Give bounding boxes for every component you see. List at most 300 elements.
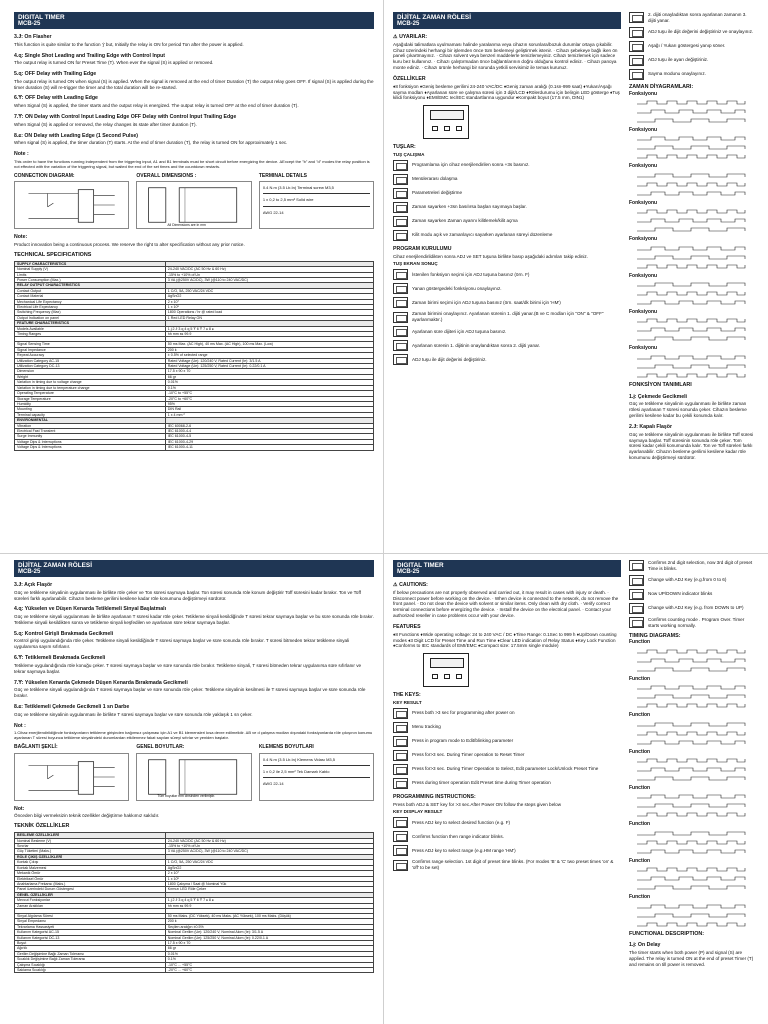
- dimension-note: Tüm boyutlar mm cinsinden verilmiştir.: [157, 794, 216, 799]
- function-heading: 7.Ɏ: Yükselen Kenarda Çekmede Düşen Kenarda Bırakmada Gecikmeli: [14, 679, 188, 686]
- spec-label: Terminal capacity: [15, 412, 166, 417]
- panel-model: MCB-25: [18, 569, 41, 575]
- spec-label: Dimension: [15, 369, 166, 374]
- key-button-icon: [393, 340, 408, 351]
- key-row: [393, 216, 621, 227]
- key-button-icon: [393, 188, 408, 199]
- key-button-icon: [629, 12, 644, 23]
- program-step: [629, 603, 755, 614]
- key-button-icon: [393, 297, 408, 308]
- program-step-text: Press ADJ key to select desired function (e.g. F): [412, 819, 511, 825]
- timing-waveform: [629, 279, 749, 305]
- program-step: [629, 69, 755, 80]
- function-text: Tetikleme uygulandığında röle konuğu çeker. T süresi saymaya başlar ve süre sonunda röle bırakır. Tetikleme sinyali, T süresi bitmeden tekrar uygulanırsa süre sıfırlanır ve tekrar saymaya başlar.: [14, 662, 362, 674]
- spec-label: Güç Tüketimi (Maks.): [15, 849, 166, 854]
- spec-value: 66 gr: [165, 374, 373, 379]
- function-heading: 3.Ɉ: Açık Flaşör: [14, 582, 53, 588]
- terminal-row: 0.4 N.m (3.5 Lb.In) Klemens Vidası M3,5: [262, 756, 335, 762]
- description-item-heading: 1.ɉ: On Delay: [629, 942, 661, 949]
- spec-value: 0.1%: [165, 957, 373, 962]
- device-button: [456, 674, 462, 679]
- spec-value: 3 VA (@250V AC/DC), 3W (@110 to 240 VAC/DC): [165, 277, 373, 282]
- function-text: When signal (S) is applied, the timer duration (T) starts. At the end of timer duration (T), the relay is turned ON for approximately 1 sec.: [14, 140, 288, 146]
- key-button-icon: [393, 845, 408, 856]
- spec-value: Nominal Gerilim (Ue): 125/250 V, Nominal Akım (Ie): 0.22/0.1 A: [165, 935, 373, 940]
- timing-waveform: [629, 901, 749, 927]
- timing-diagram: [629, 345, 755, 377]
- wiring-svg: [15, 754, 128, 800]
- key-button-icon: [393, 354, 408, 365]
- function-heading: 6.Ɏ: OFF Delay with Leading Edge: [14, 95, 98, 102]
- features-heading: FEATURES: [393, 624, 421, 631]
- key-button-icon: [393, 817, 408, 828]
- function-text: The output relay is turned ON when signal (S) is applied. When the signal is removed at the end of timer Duration (T) the output relay goes OFF. If signal (S) is applied during the timer duration (S) will re-trigger the timer and the total duration will be re-started.: [14, 78, 374, 90]
- key-button-icon: [629, 27, 644, 38]
- connection-heading: CONNECTION DIAGRAM:: [14, 172, 75, 179]
- spec-label: Humidity: [15, 401, 166, 406]
- spec-label: Boyut: [15, 940, 166, 945]
- program-step-text: Yanan göstergedeki fonksiyonu onaylayınız.: [412, 285, 502, 291]
- spec-value: -15% to +10% of Un: [165, 272, 373, 277]
- program-step: [393, 297, 621, 308]
- terminal-details: [259, 744, 374, 800]
- spec-label: BESLEME ÖZELLİKLERİ: [15, 833, 166, 838]
- description-heading: FUNCTIONAL DESCRIPTION:: [629, 930, 705, 937]
- timing-diagram-label: Function: [629, 712, 651, 719]
- panel-title-bar: [393, 12, 621, 29]
- timing-waveform: [629, 719, 749, 745]
- key-button-icon: [393, 174, 408, 185]
- key-row-text: Zaman sayarken Zaman ayarını kilitlemek/kilit açma: [412, 218, 518, 224]
- caution-heading: ⚠ CAUTIONS:: [393, 582, 428, 588]
- spec-value: 1 C/O, 5A, 250 VAC/24 VDC: [165, 860, 373, 865]
- spec-value: 1 ɉ 2 Ɉ 3 ɋ 4 ɋ 5 Ɏ 6 Ɏ 7 ɕ 8 ɕ: [165, 326, 373, 331]
- key-row-text: Programlama için cihaz enerjilendirilen sonra +3s basınız.: [412, 162, 530, 168]
- key-button-icon: [393, 736, 408, 747]
- timing-waveform: [629, 352, 749, 378]
- spec-value: Rated Voltage (Ue): 120/240 V, Rated Current (Ie): 3/1.5 A: [165, 358, 373, 363]
- function-text: Güç ve tetikleme sinyalinin uygulanması ile birlikte röle çeker ve Ton süresi saymaya başlar. Ton süresi sonunda röle konum değiştirir Toff süresini kadar bırakır. Ton ve Toff süreleri farklı ayarlanabilir. Cihazın besleme gerilimi kesilene kadar röle konumunu değiştirmeyi sürdürür.: [14, 589, 361, 601]
- program-step: [393, 311, 621, 323]
- program-step-text: Ayarlanan süre dijiteri için ADJ tuşuna basınız.: [412, 328, 507, 334]
- spec-label: Sinyal Empedansı: [15, 919, 166, 924]
- program-step-text: Confirms function then range indicator blinks.: [412, 833, 504, 839]
- key-button-icon: [629, 55, 644, 66]
- spec-label: Kullanım Kategorisi AC-15: [15, 930, 166, 935]
- program-step: [629, 12, 755, 24]
- spec-label: Gerilim Değişimine Bağlı Zaman Toleransı: [15, 951, 166, 956]
- spec-value: 1 x 10⁵: [165, 876, 373, 881]
- key-row-text: Press for>3 sec. During Timer operation to Reset Timer: [412, 752, 525, 758]
- spec-label: Utilization Category AC-15: [15, 358, 166, 363]
- spec-label: Nominal Supply (V): [15, 267, 166, 272]
- warning-heading: ⚠ UYARILAR:: [393, 34, 428, 40]
- dimension-svg: [137, 754, 250, 800]
- spec-label: Variation in timing due to voltage change: [15, 380, 166, 385]
- timing-waveform: [629, 791, 749, 817]
- key-row-text: Press both >3 sec for programming after power on: [412, 710, 515, 716]
- spec-label: SUPPLY CHARACTERISTICS: [15, 261, 166, 266]
- program-text: Press both ADJ & SET key for >3 sec.After Power ON follow the steps given below: [393, 801, 562, 807]
- timing-diagram: [629, 236, 755, 268]
- timing-diagram: [629, 894, 755, 926]
- program-step-text: Press ADJ key to select range (e.g.HM range 'HM'): [412, 847, 516, 853]
- spec-value: hh mm ss 99.9: [165, 903, 373, 908]
- function-text: Güç ve tetikleme sinyali uygulanması ile birlikte ayarlanan T süresi kadar röle çeker. Tetikleme sinyali kesildiğinde T süresi tekrar saymaya başlar ve bu süre sonunda röle bırakır. Tetikleme sinyali kesildikten sonra ve tetikleme sinyali keşfedilen ve ayarlanan süre tekrar saymaya başlar.: [14, 614, 374, 625]
- spec-label: Switching Frequency (Max): [15, 310, 166, 315]
- key-row: [393, 202, 621, 213]
- program-step-text: Confirms counting mode . Program Over. Timer starts working normally.: [648, 616, 745, 628]
- timing-heading: TIMING DIAGRAMS:: [629, 632, 681, 639]
- program-step: [629, 617, 755, 629]
- spec-value: IEC 61000-4-5: [165, 434, 373, 439]
- spec-label: Contact Output: [15, 288, 166, 293]
- spec-value: 2 x 10⁷: [165, 299, 373, 304]
- spec-value: 17.5 x 90 x 70: [165, 940, 373, 945]
- spec-label: Saklama Sıcaklığı: [15, 968, 166, 973]
- spec-value: 95%: [165, 401, 373, 406]
- spec-label: Surge Immunity: [15, 434, 166, 439]
- spec-label: Elektriksel Ömür: [15, 876, 166, 881]
- timing-diagram-label: Fonksiyonu: [629, 345, 658, 352]
- connection-diagram: [14, 173, 129, 229]
- dimension-diagram: [136, 173, 251, 229]
- program-step-text: Zaman birimi seçimi için ADJ tuşuna basınız (örn. saat/dk birimi için 'HM'): [412, 299, 561, 305]
- dimension-diagram: [136, 744, 251, 800]
- key-row: [393, 764, 621, 775]
- panel-bottom-left-turkish: [14, 560, 374, 1022]
- program-step: [629, 560, 755, 572]
- key-button-icon: [629, 617, 644, 628]
- divider: [263, 777, 370, 778]
- key-button-icon: [393, 269, 408, 280]
- divider: [263, 765, 370, 766]
- spec-label: Vibration: [15, 423, 166, 428]
- spec-value: 1800 Operations / hr @ rated load: [165, 310, 373, 315]
- program-step-text: Zaman birimini onaylayınız. Ayarlanan sürenin 1. dijiti yanar.(B ve C modları için "ON" & "OFF" ayarlanmaktır.): [412, 311, 604, 323]
- timing-diagram: [629, 676, 755, 708]
- description-item-text: The timer starts when both power (P) and signal (S) are applied. The relay is turned ON at the end of preset Timer (T) and remains on till power is removed.: [629, 950, 754, 967]
- spec-label: Timing Ranges: [15, 332, 166, 337]
- spec-value: -20°C ... +60°C: [165, 968, 373, 973]
- spec-table: [14, 832, 374, 973]
- spec-value: 0.01%: [165, 380, 373, 385]
- panel-title: DİJİTAL ZAMAN RÖLESİ: [397, 14, 471, 21]
- keys-column-header: KEY RESULT: [393, 699, 422, 705]
- key-button-icon: [629, 603, 644, 614]
- panel-title-bar: [393, 560, 621, 577]
- key-button-icon: [629, 589, 644, 600]
- spec-label: Zaman Aralıkları: [15, 903, 166, 908]
- panel-model: MCB-25: [18, 21, 41, 27]
- timing-diagram-label: Function: [629, 857, 651, 864]
- device-display: [430, 658, 464, 668]
- function-heading: 4.ɋ: Single Shot Leading and Trailing Edge with Control Input: [14, 52, 166, 59]
- program-step: [393, 859, 621, 871]
- spec-label: RELAY OUTPUT CHARACTERISTICS: [15, 283, 166, 288]
- spec-label: Operating Temperature: [15, 391, 166, 396]
- key-row-text: Zaman sayarken +3sn basılırsa başlan sayımaya başlar.: [412, 204, 527, 210]
- divider: [263, 193, 370, 194]
- device-front-drawing: [423, 105, 469, 139]
- terminal-row: AWG 22-14: [262, 209, 284, 215]
- keys-heading: TUŞLAR:: [393, 144, 416, 151]
- function-text: When Signal (S) is applied, the timer starts and the output relay is energized. The output relay is turned OFF at the end of timer duration (T).: [14, 103, 299, 109]
- program-step-text: ADJ tuşu ile dijit değerini değiştiriniz.: [412, 356, 487, 362]
- spec-value: IEC 60068-2-6: [165, 423, 373, 428]
- terminal-heading: KLEMENS BOYUTLARI: [258, 744, 314, 751]
- connection-heading: BAĞLANTI ŞEKLİ:: [14, 744, 58, 751]
- timing-diagram-label: Function: [629, 894, 651, 901]
- spec-label: Mekanik Ömür: [15, 871, 166, 876]
- spec-label: Signal Impedance: [15, 347, 166, 352]
- spec-value: 3 VA (@250V AC/DC), 3W (@110 to 240 VAC/DC): [165, 849, 373, 854]
- timing-diagram: [629, 273, 755, 305]
- function-heading: 5.ɋ: Kontrol Girişli Bırakmada Gecikmeli: [14, 630, 114, 637]
- key-button-icon: [393, 764, 408, 775]
- panel-top-left-english: [14, 12, 374, 548]
- spec-row: [15, 968, 374, 973]
- spec-label: Kontak Malzemesi: [15, 865, 166, 870]
- dimension-note: All Dimensions are in mm: [167, 222, 206, 227]
- timing-diagram: [629, 639, 755, 671]
- spec-heading: TECHNICAL SPECIFICATIONS: [14, 251, 92, 258]
- program-text: Cihaz enerjilendirildikten sonra ADJ ve SET tuşuna birlikte basıp aşağıdaki adımları takip ediniz.: [393, 253, 588, 259]
- function-heading: 5.ɋ: OFF Delay with Trailing Edge: [14, 71, 97, 78]
- timing-diagram-label: Fonksiyonu: [629, 90, 658, 97]
- key-button-icon: [393, 230, 408, 241]
- terminal-row: AWG 22-14: [262, 781, 284, 787]
- program-step: [393, 269, 621, 280]
- key-button-icon: [629, 41, 644, 52]
- panel-title: DIGITAL TIMER: [18, 14, 65, 21]
- timing-diagram-label: Fonksiyonu: [629, 309, 658, 315]
- keys-list: [393, 160, 621, 241]
- function-text: Kontrol girişi uygulandığında röle çeker. Tetikleme sinyali kesildiğinde T süresi saymaya başlar ve süre sonunda röle bırakır. T süresi bitmeden tekrar tetikleme sinyali uygulanırsa sayım sıfırlanır.: [14, 638, 350, 650]
- spec-value: IEC 61000-4-4: [165, 428, 373, 433]
- program-step: [393, 326, 621, 337]
- panel-model: MCB-25: [397, 21, 420, 27]
- program-step: [393, 845, 621, 856]
- wiring-svg: [15, 182, 128, 228]
- spec-value: 24-240 VAC/DC (AC 50 Hz & 60 Hz): [165, 267, 373, 272]
- diagram-row: [14, 744, 374, 800]
- spec-label: Power Consumption (Max.): [15, 277, 166, 282]
- program-steps: [393, 269, 621, 365]
- features-text: ♦8 fonksiyon ♦Geniş besleme gerilimi 24-240 VAC/DC ♦Geniş zaman aralığı (0.1sn-999 saat) ♦Yukarı/Aşağı sayma modları ♦Ayarlanan süre ve çalışma süresi için 3 dijit/LCD ♦Rölerdurumu için belirgin LED gösterge ♦Tuş kilidi fonksiyonu ♦EMI/EMC Iec/IEC standartlarına uygundur ♦Kompakt boyut (17.5 mm, DIN1): [393, 83, 620, 101]
- key-button-icon: [393, 312, 408, 323]
- key-row: [393, 160, 621, 171]
- spec-label: Electrical Life Expectancy: [15, 305, 166, 310]
- spec-label: Electrical Fast Transient: [15, 428, 166, 433]
- timing-diagram-label: Function: [629, 675, 651, 682]
- key-button-icon: [393, 708, 408, 719]
- program-column-header: TUŞ EKRAN SONUÇ: [393, 261, 438, 267]
- note-text: This order to have the functions running independent from the triggering input, A1 and B1 terminals must be short circuit before energizing the device. ΔExcept the "b" and "d" modes the relay position is not effected with the variation of the triggering signal, but waited the end of the set times and the countdown restarts.: [14, 158, 370, 169]
- spec-value: 200 k: [165, 347, 373, 352]
- spec-value: 0.01%: [165, 951, 373, 956]
- panel-title: DIGITAL TIMER: [397, 562, 444, 569]
- timing-waveform: [629, 133, 749, 159]
- device-button: [444, 126, 450, 131]
- spec-value: hh mm ss 99.9: [165, 332, 373, 337]
- key-row: [393, 778, 621, 789]
- spec-value: 50 ms Max. (AC High), 40 ms Max. (AC High), 100 ms Max. (Low): [165, 342, 373, 347]
- spec-value: Kırmızı LED Röle Çeker: [165, 887, 373, 892]
- spec-label: Voltage Dips & Interruptions: [15, 439, 166, 444]
- timing-diagram: [629, 200, 755, 232]
- program-step: [629, 589, 755, 600]
- device-button: [432, 674, 438, 679]
- spec-value: 1800 Çalışma / Saat @ Nominal Yük: [165, 881, 373, 886]
- function-text: When Signal (S) is applied or removed, the relay changes its state after timer duration (T).: [14, 121, 197, 127]
- timing-diagram-label: Fonksiyonu: [629, 236, 658, 243]
- program-step-text: Sayma modunu onaylayınız.: [648, 71, 706, 77]
- function-text: The output relay is turned ON for Preset Time (T). When ever the signal (S) is applied or removed.: [14, 60, 214, 66]
- function-heading: 3.Ɉ: On Flasher: [14, 34, 52, 40]
- connection-diagram: [14, 744, 129, 800]
- program-steps: [393, 817, 621, 871]
- program-step: [629, 41, 755, 52]
- spec-value: 1 x 10⁵: [165, 305, 373, 310]
- spec-label: FEATURE CHARACTERISTICS: [15, 321, 166, 326]
- key-row-text: Press during timer operation Edit Preset time during Timer operation: [412, 780, 551, 786]
- key-row: [393, 736, 621, 747]
- fold-line-vertical: [383, 0, 384, 1024]
- description-item-text: Güç ve tetikleme sinyalinin uygulanması ile birlikte zaman rölesi ayarlanan T süresi sonunda çeker. Cihazın besleme gerilimi kesilene kadar bu çekili konumda kalır.: [629, 401, 747, 419]
- panel-top-right-turkish: [393, 12, 755, 548]
- timing-diagram: [629, 785, 755, 817]
- spec-value: 17.5 x 90 x 70: [165, 369, 373, 374]
- spec-value: AgSnO2: [165, 294, 373, 299]
- spec-label: Nominal Besleme (V): [15, 838, 166, 843]
- spec-label: Storage Temperature: [15, 396, 166, 401]
- spec-heading: TEKNİK ÖZELLİKLER: [14, 823, 70, 830]
- note-text: Önceden bilgi vermeksizin teknik özellikler değiştirme hakkımız saklıdır.: [14, 813, 160, 819]
- dimension-svg: [137, 182, 250, 228]
- spec-label: Sinyal Algılama Süresi: [15, 913, 166, 918]
- spec-value: 1 x 4 mm ²: [165, 412, 373, 417]
- timing-waveform: [629, 206, 749, 232]
- spec-value: -20°C to +60°C: [165, 396, 373, 401]
- key-button-icon: [393, 722, 408, 733]
- program-step: [393, 340, 621, 351]
- program-steps-continued: [629, 12, 755, 80]
- fold-line-horizontal: [0, 553, 768, 554]
- timing-waveform: [629, 243, 749, 269]
- key-row-text: Kilit modu açık ve zamanlayıcı sayarken ayarlanan süreyi düzenleme: [412, 232, 553, 238]
- spec-label: Panel üzerindeki Durum Göstergesi: [15, 887, 166, 892]
- spec-label: Ağırlık: [15, 946, 166, 951]
- program-step-text: Now UP/DOWN indicator blinks: [648, 591, 713, 597]
- wiring-drawing: [14, 753, 129, 801]
- program-step-text: İstenilen fonksiyon seçimi için ADJ tuşuna basınız (örn. F): [412, 271, 530, 277]
- program-step-text: Change with ADJ Key (e.g.from 0 to 6): [648, 577, 727, 583]
- function-heading: 8.ɕ: ON Delay with Leading Edge (1 Second Pulse): [14, 132, 138, 139]
- key-button-icon: [629, 575, 644, 586]
- spec-value: Nominal Gerilim (Ue): 120/240 V, Nominal Akım (Ie): 3/1.5 A: [165, 930, 373, 935]
- spec-label: RÖLE ÇIKIŞ ÖZELLİKLERİ: [15, 854, 166, 859]
- timing-diagram: [629, 749, 755, 781]
- spec-value: IEC 61000-4-11: [165, 445, 373, 450]
- key-row-text: Press in program mode to Edit/blinking parameter: [412, 738, 514, 744]
- spec-label: Çalışma Sıcaklığı: [15, 962, 166, 967]
- key-button-icon: [393, 202, 408, 213]
- dimension-drawing: [136, 181, 251, 229]
- timing-column: [629, 12, 755, 463]
- spec-value: -10°C ... +55°C: [165, 962, 373, 967]
- timing-diagram-label: Function: [629, 748, 651, 755]
- spec-label: Utilization Category DC-13: [15, 364, 166, 369]
- note-text: Product innovation being a continuous process. We reserve the right to alter specification without any prior notice.: [14, 241, 245, 247]
- dimensions-heading: GENEL BOYUTLAR:: [136, 744, 185, 751]
- timing-diagrams: [629, 639, 755, 926]
- terminal-details: [259, 173, 374, 229]
- spec-label: Sıcaklık Değişimine Bağlı Zaman Toleransı: [15, 957, 166, 962]
- warning-text: Aşağıdaki talimatlara uyulmaması halinde yaralanma veya cihazın sorunlara/bozuk durumlar ortaya çıkabilir. Cihaz üzerindeki herhangi bir işlemden önce tüm beslemeyi geliştirmek istenir. · Cihazı şebekeye bağlı iken ön paneli çıkartmayınız. · Cihazı solvent veya benzeri maddelerle temizlemeyiniz. Cihazı temizlemek için sadece kuru bez kullanınız. · Cihazı çalıştırmadan önce bağlantılarının doğru olduğunu kontrol ediniz. · Cihazı panoya monte ediniz. · Cihazı ürünle herhangi bir sorunda yetkili servisimiz ile temas kurunuz.: [393, 41, 618, 71]
- timing-waveform: [629, 828, 749, 854]
- features-text: ♦8 Functions ♦Wide operating voltage: 24 to 240 VAC / DC ♦Time Range: 0.1Sec to 999 h ♦Up/Down counting modes ♦3 Digit LCD for Preset Time and Run Time ♦Clear LED indication of Relay Status ♦Key Lock Function ♦Conforms to IEC standards of EMI/EMC ♦Compact size: 17.5mm single module): [393, 631, 617, 649]
- timing-waveform: [629, 755, 749, 781]
- spec-value: -15% to +10% of Un: [165, 844, 373, 849]
- spec-label: Anahtarlama Frekansı (Maks.): [15, 881, 166, 886]
- spec-label: Mounting: [15, 407, 166, 412]
- spec-label: Kontak Çıkışı: [15, 860, 166, 865]
- terminal-row: 1 x 0,2 to 2,5 mm² Solid wire: [262, 197, 314, 203]
- device-button: [456, 126, 462, 131]
- timing-diagrams: [629, 91, 755, 378]
- panel-title-bar: [14, 560, 374, 577]
- terminal-table: [259, 181, 374, 229]
- timing-diagram-label: Fonksiyonu: [629, 199, 658, 206]
- timing-diagram-label: Fonksiyonu: [629, 127, 658, 134]
- terminal-table: [259, 753, 374, 801]
- key-button-icon: [393, 283, 408, 294]
- spec-label: Signal Sensing Time: [15, 342, 166, 347]
- spec-value: 200 k: [165, 919, 373, 924]
- key-button-icon: [393, 831, 408, 842]
- diagram-row: [14, 173, 374, 229]
- spec-label: Repeat Accuracy: [15, 353, 166, 358]
- program-step: [393, 283, 621, 294]
- key-button-icon: [629, 69, 644, 80]
- timing-waveform: [629, 97, 749, 123]
- program-heading: PROGRAM KURULUMU: [393, 245, 452, 252]
- divider: [263, 206, 370, 207]
- key-row-text: Menu tracking: [412, 724, 441, 730]
- spec-value: AgSnO2: [165, 865, 373, 870]
- spec-value: IEC 61000-4-29: [165, 439, 373, 444]
- timing-diagram: [629, 821, 755, 853]
- timing-waveform: [629, 682, 749, 708]
- key-row: [393, 174, 621, 185]
- device-front-drawing: [423, 653, 469, 687]
- timing-diagram: [629, 91, 755, 123]
- device-display: [430, 110, 464, 120]
- timing-diagram: [629, 127, 755, 159]
- key-row-text: Parametreleri değiştirme: [412, 190, 463, 196]
- note-heading: Note :: [14, 151, 29, 158]
- spec-label: Contact Material: [15, 294, 166, 299]
- program-step-text: Confirms 2nd digit selection, now 3rd digit of preset Time is blinks.: [648, 560, 753, 571]
- timing-diagram-label: Fonksiyonu: [629, 163, 658, 170]
- dimension-drawing: [136, 753, 251, 801]
- timing-waveform: [629, 170, 749, 196]
- spec-value: 0.1%: [165, 385, 373, 390]
- program-step: [629, 575, 755, 586]
- caution-text: If below precautions are not properly observed and carried out, it may result in cases with injury or death. · Disconnect power before working on the device. · When device is connected to the network, do not remove the front panel. · Do not clean the device with solvent or similar items. Only clean with dry cloth. · Verify correct terminal connections before energizing the device. · Install the device on the electrical panel. · Contact your authorized reseller in case problems occur with your device.: [393, 589, 619, 619]
- spec-value: ± 0.5% of selected range: [165, 353, 373, 358]
